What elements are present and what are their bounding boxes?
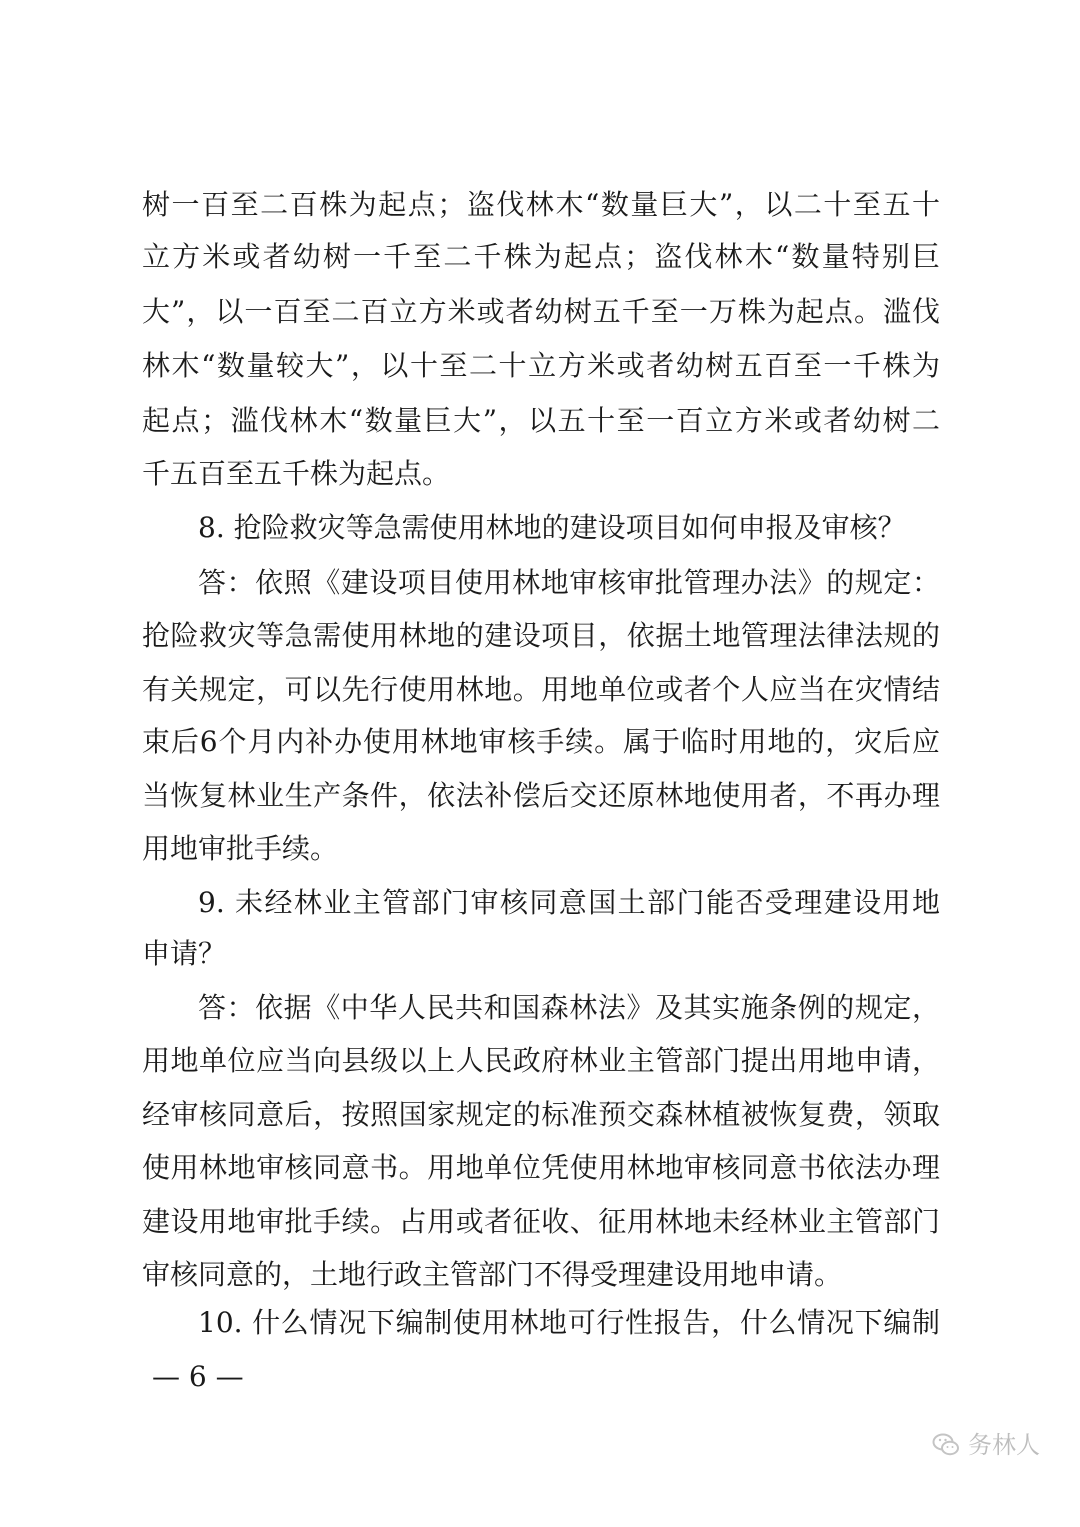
page-number: — 6 — <box>152 1360 244 1393</box>
text-line: 建设用地审批手续。占用或者征收、征用林地未经林业主管部门 <box>142 1205 940 1238</box>
text-line: 大”，以一百至二百立方米或者幼树五千至一万株为起点。滥伐 <box>142 295 940 328</box>
text-line: 经审核同意后，按照国家规定的标准预交森林植被恢复费，领取 <box>142 1098 940 1131</box>
watermark <box>932 1430 1052 1460</box>
text-line: 抢险救灾等急需使用林地的建设项目，依据土地管理法律法规的 <box>142 619 940 652</box>
answer-line: 答：依据《中华人民共和国森林法》及其实施条例的规定， <box>198 991 940 1024</box>
text-line: 申请？ <box>142 937 227 970</box>
text-line: 立方米或者幼树一千至二千株为起点；盗伐林木“数量特别巨 <box>142 240 940 273</box>
text-line: 使用林地审核同意书。用地单位凭使用林地审核同意书依法办理 <box>142 1151 940 1184</box>
text-line: 起点；滥伐林木“数量巨大”，以五十至一百立方米或者幼树二 <box>142 404 940 437</box>
text-line: 树一百至二百株为起点；盗伐林木“数量巨大”，以二十至五十 <box>142 188 940 221</box>
wechat-icon <box>932 1432 960 1458</box>
text-line: 束后6个月内补办使用林地审核手续。属于临时用地的，灾后应 <box>142 725 940 758</box>
watermark-text: 务林人 <box>968 1431 1040 1459</box>
text-line: 林木“数量较大”，以十至二十立方米或者幼树五百至一千株为 <box>142 349 940 382</box>
text-line: 有关规定，可以先行使用林地。用地单位或者个人应当在灾情结 <box>142 673 940 706</box>
text-line: 审核同意的，土地行政主管部门不得受理建设用地申请。 <box>142 1258 843 1291</box>
text-line: 用地审批手续。 <box>142 832 339 865</box>
text-line: 用地单位应当向县级以上人民政府林业主管部门提出用地申请， <box>142 1044 940 1077</box>
answer-line: 答：依照《建设项目使用林地审核审批管理办法》的规定： <box>198 566 940 599</box>
text-line: 当恢复林业生产条件，依法补偿后交还原林地使用者，不再办理 <box>142 779 940 812</box>
question-heading-10: 10. 什么情况下编制使用林地可行性报告，什么情况下编制 <box>198 1306 940 1339</box>
text-line: 千五百至五千株为起点。 <box>142 457 451 490</box>
question-heading-8: 8. 抢险救灾等急需使用林地的建设项目如何申报及审核？ <box>198 511 906 544</box>
question-heading-9: 9. 未经林业主管部门审核同意国土部门能否受理建设用地 <box>198 886 940 919</box>
